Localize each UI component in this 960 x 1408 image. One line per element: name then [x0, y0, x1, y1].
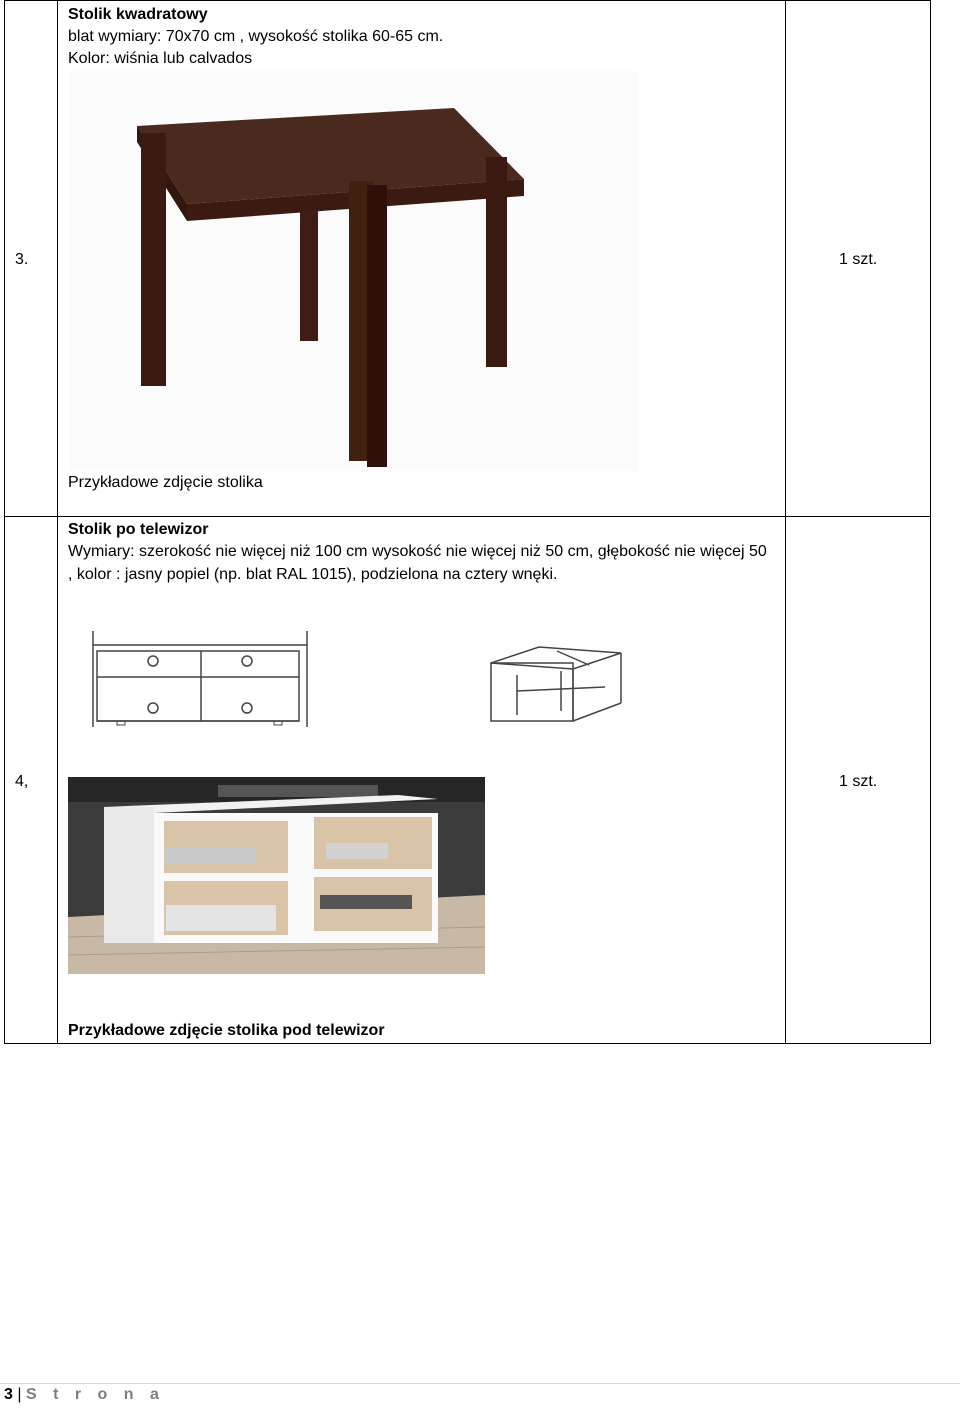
item-line-1: blat wymiary: 70x70 cm , wysokość stolika 60-65 cm. — [68, 28, 444, 45]
table-row-item-4 — [4, 516, 931, 1044]
footer-separator: | — [17, 1386, 22, 1403]
item-number: 3. — [15, 251, 29, 268]
table-row-item-3 — [4, 0, 931, 517]
item-description: Wymiary: szerokość nie więcej niż 100 cm wysokość nie więcej niż 50 cm, głębokość nie więcej 50 , kolor : jasny popiel (np. blat RAL 1015), podzielona na cztery wnęki. — [68, 543, 767, 583]
item-number: 4, — [15, 773, 29, 790]
item-quantity: 1 szt. — [839, 251, 878, 268]
item-title: Stolik kwadratowy — [68, 6, 208, 23]
footer-divider — [0, 1383, 960, 1384]
item-quantity: 1 szt. — [839, 773, 878, 790]
page-number: 3 — [4, 1386, 13, 1403]
item-line-2: Kolor: wiśnia lub calvados — [68, 50, 253, 67]
tv-stand-photo — [68, 777, 485, 974]
page-footer — [4, 1386, 165, 1404]
footer-label: S t r o n a — [25, 1386, 165, 1403]
item-title: Stolik po telewizor — [68, 521, 209, 538]
tv-stand-front-drawing — [89, 629, 314, 729]
item-caption: Przykładowe zdjęcie stolika — [68, 474, 263, 491]
item-caption: Przykładowe zdjęcie stolika pod telewizor — [68, 1022, 385, 1039]
tv-stand-3d-drawing — [487, 643, 627, 727]
square-table-photo — [69, 71, 639, 471]
